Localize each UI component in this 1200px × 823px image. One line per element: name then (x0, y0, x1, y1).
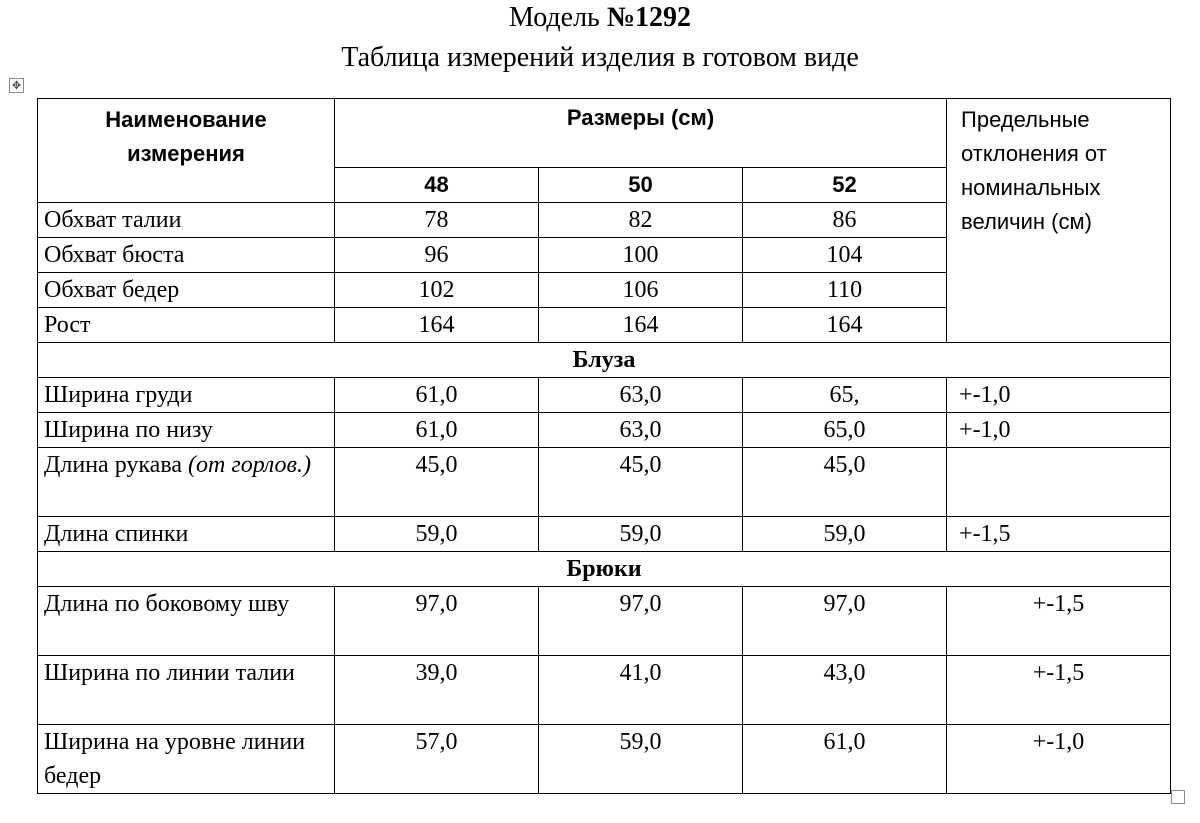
section-row-blouse (38, 343, 1171, 378)
row-label: Ширина по низу (38, 413, 335, 448)
cell-value: 65,0 (743, 413, 947, 448)
row-label: Длина спинки (38, 517, 335, 552)
cell-value: 39,0 (335, 656, 539, 725)
header-sizes: Размеры (см) (335, 99, 947, 168)
cell-value: 82 (539, 203, 743, 238)
cell-value: 59,0 (335, 517, 539, 552)
table-row (38, 378, 1171, 413)
cell-value: 96 (335, 238, 539, 273)
cell-value: 164 (335, 308, 539, 343)
section-row-trousers (38, 552, 1171, 587)
cell-deviation: +-1,0 (947, 378, 1171, 413)
row-label: Рост (38, 308, 335, 343)
row-label: Обхват талии (38, 203, 335, 238)
cell-value: 41,0 (539, 656, 743, 725)
model-prefix: Модель (509, 2, 607, 33)
table-header-row (38, 99, 1171, 168)
table-row (38, 725, 1171, 794)
section-title: Блуза (38, 343, 1171, 378)
cell-deviation (947, 448, 1171, 517)
header-deviations: Предельные отклонения от номинальных величин (см) (947, 99, 1171, 343)
cell-value: 97,0 (335, 587, 539, 656)
cell-value: 59,0 (539, 725, 743, 794)
table-row (38, 448, 1171, 517)
cell-value: 57,0 (335, 725, 539, 794)
cell-value: 106 (539, 273, 743, 308)
model-number: №1292 (606, 2, 691, 33)
cell-deviation: +-1,5 (947, 517, 1171, 552)
cell-value: 164 (539, 308, 743, 343)
cell-value: 63,0 (539, 378, 743, 413)
row-label-note: (от горлов.) (188, 452, 311, 478)
row-label-text: Длина рукава (44, 452, 188, 478)
row-label: Обхват бедер (38, 273, 335, 308)
cell-value: 61,0 (743, 725, 947, 794)
cell-value: 45,0 (335, 448, 539, 517)
document-title (0, 0, 1200, 36)
table-resize-icon[interactable] (1171, 790, 1185, 804)
row-label: Длина по боковому шву (38, 587, 335, 656)
measurements-table (37, 98, 1171, 794)
document-subtitle: Таблица измерений изделия в готовом виде (341, 42, 859, 73)
row-label (38, 448, 335, 517)
cell-deviation: +-1,5 (947, 656, 1171, 725)
table-row (38, 517, 1171, 552)
cell-value: 104 (743, 238, 947, 273)
size-48: 48 (335, 168, 539, 203)
header-measurement-name: Наименование измерения (38, 99, 335, 203)
cell-value: 45,0 (743, 448, 947, 517)
cell-deviation: +-1,0 (947, 413, 1171, 448)
cell-deviation: +-1,5 (947, 587, 1171, 656)
row-label: Ширина по линии талии (38, 656, 335, 725)
row-label: Обхват бюста (38, 238, 335, 273)
cell-value: 61,0 (335, 378, 539, 413)
cell-value: 61,0 (335, 413, 539, 448)
cell-value: 97,0 (743, 587, 947, 656)
cell-value: 97,0 (539, 587, 743, 656)
cell-value: 45,0 (539, 448, 743, 517)
cell-value: 100 (539, 238, 743, 273)
cell-value: 102 (335, 273, 539, 308)
section-title: Брюки (38, 552, 1171, 587)
table-row (38, 587, 1171, 656)
table-row (38, 413, 1171, 448)
size-52: 52 (743, 168, 947, 203)
cell-value: 63,0 (539, 413, 743, 448)
cell-deviation: +-1,0 (947, 725, 1171, 794)
cell-value: 59,0 (743, 517, 947, 552)
cell-value: 43,0 (743, 656, 947, 725)
row-label: Ширина на уровне линии бедер (38, 725, 335, 794)
table-row (38, 656, 1171, 725)
row-label: Ширина груди (38, 378, 335, 413)
cell-value: 86 (743, 203, 947, 238)
table-move-icon[interactable]: ✥ (9, 78, 24, 93)
cell-value: 65, (743, 378, 947, 413)
cell-value: 164 (743, 308, 947, 343)
cell-value: 78 (335, 203, 539, 238)
size-50: 50 (539, 168, 743, 203)
cell-value: 110 (743, 273, 947, 308)
cell-value: 59,0 (539, 517, 743, 552)
